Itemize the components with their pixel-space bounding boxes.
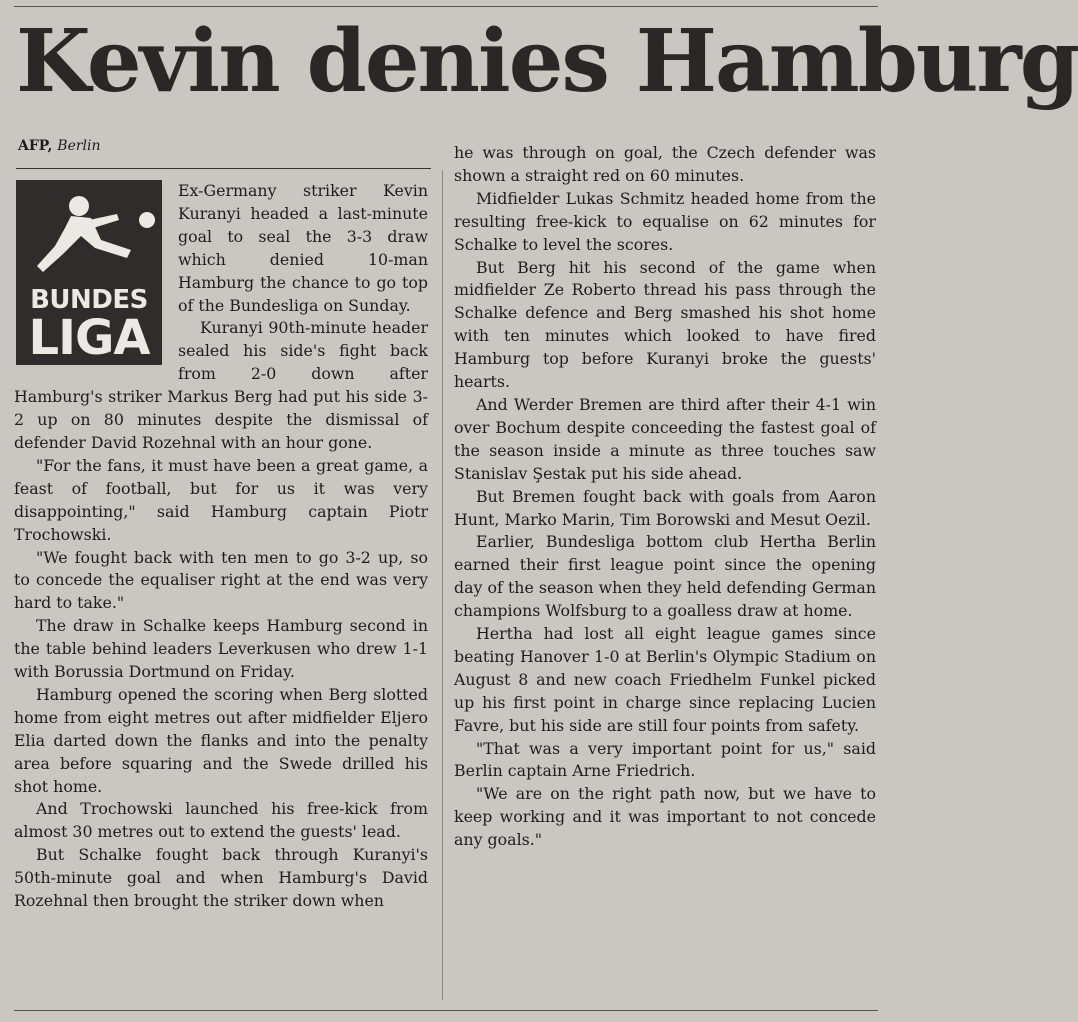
top-rule: [14, 6, 878, 7]
paragraph: The draw in Schalke keeps Hamburg second in the table behind leaders Leverkusen who drew 1-1 with Borussia Dortmund on Friday.: [14, 616, 428, 682]
logo-line1: BUNDES: [30, 285, 148, 315]
paragraph: And Werder Bremen are third after their 4-1 win over Bochum despite conceeding the fastest goal of the season inside a minute as three touches saw Stanislav Şestak put his side ahead.: [454, 394, 876, 483]
footballer-silhouette-icon: [19, 184, 159, 284]
bottom-rule: [14, 1010, 878, 1011]
column-2: [454, 142, 876, 852]
paragraph: And Trochowski launched his free-kick from almost 30 metres out to extend the guests' lead.: [14, 799, 428, 842]
paragraph: "We are on the right path now, but we have to keep working and it was important to not concede any goals.": [454, 784, 876, 850]
logo-line2: LIGA: [28, 310, 150, 366]
paragraph: "We fought back with ten men to go 3-2 up, so to concede the equaliser right at the end was very hard to take.": [14, 547, 428, 613]
byline-location: Berlin: [57, 138, 101, 154]
paragraph: he was through on goal, the Czech defender was shown a straight red on 60 minutes.: [454, 143, 876, 185]
byline: [18, 138, 101, 154]
paragraph: But Bremen fought back with goals from Aaron Hunt, Marko Marin, Tim Borowski and Mesut Oezil.: [454, 486, 876, 529]
byline-rule: [16, 168, 431, 169]
paragraph: Midfielder Lukas Schmitz headed home from the resulting free-kick to equalise on 62 minutes for Schalke to level the scores.: [454, 188, 876, 254]
paragraph: Ex-Germany striker Kevin Kuranyi headed a last-minute goal to seal the 3-3 draw which denied 10-man Hamburg the chance to go top of the Bundesliga on Sunday.: [178, 181, 428, 315]
paragraph: "For the fans, it must have been a great game, a feast of football, but for us it was very disappointing," said Hamburg captain Piotr Trochowski.: [14, 455, 428, 544]
paragraph: But Schalke fought back through Kuranyi's 50th-minute goal and when Hamburg's David Rozehnal then brought the striker down when: [14, 845, 428, 911]
column-divider: [442, 170, 443, 1000]
byline-agency: AFP,: [18, 138, 53, 154]
column-1: [14, 180, 428, 913]
paragraph: Hamburg opened the scoring when Berg slotted home from eight metres out after midfielder Eljero Elia darted down the flanks and into the penalty area before squaring and the Swede drilled his shot home.: [14, 684, 428, 796]
paragraph: Kuranyi 90th-minute header sealed his side's fight back from 2-0 down after Hamburg's striker Markus Berg had put his side 3-2 up on 80 minutes despite the dismissal of defender David Rozehnal with an hour gone.: [14, 318, 428, 452]
paragraph: Hertha had lost all eight league games since beating Hanover 1-0 at Berlin's Olympic Stadium on August 8 and new coach Friedhelm Funkel picked up his first point in charge since replacing Lucien Favre, but his side are still four points from safety.: [454, 624, 876, 735]
bundesliga-logo: [16, 180, 162, 365]
paragraph: But Berg hit his second of the game when midfielder Ze Roberto thread his pass through the Schalke defence and Berg smashed his shot home with ten minutes which looked to have fired Hamburg top before Kuranyi broke the guests' hearts.: [454, 257, 876, 392]
headline: Kevin denies Hamburg: [16, 11, 1078, 112]
paragraph: Earlier, Bundesliga bottom club Hertha Berlin earned their first league point since the opening day of the season when they held defending German champions Wolfsburg to a goalless draw at home.: [454, 532, 876, 621]
paragraph: "That was a very important point for us," said Berlin captain Arne Friedrich.: [454, 738, 876, 781]
